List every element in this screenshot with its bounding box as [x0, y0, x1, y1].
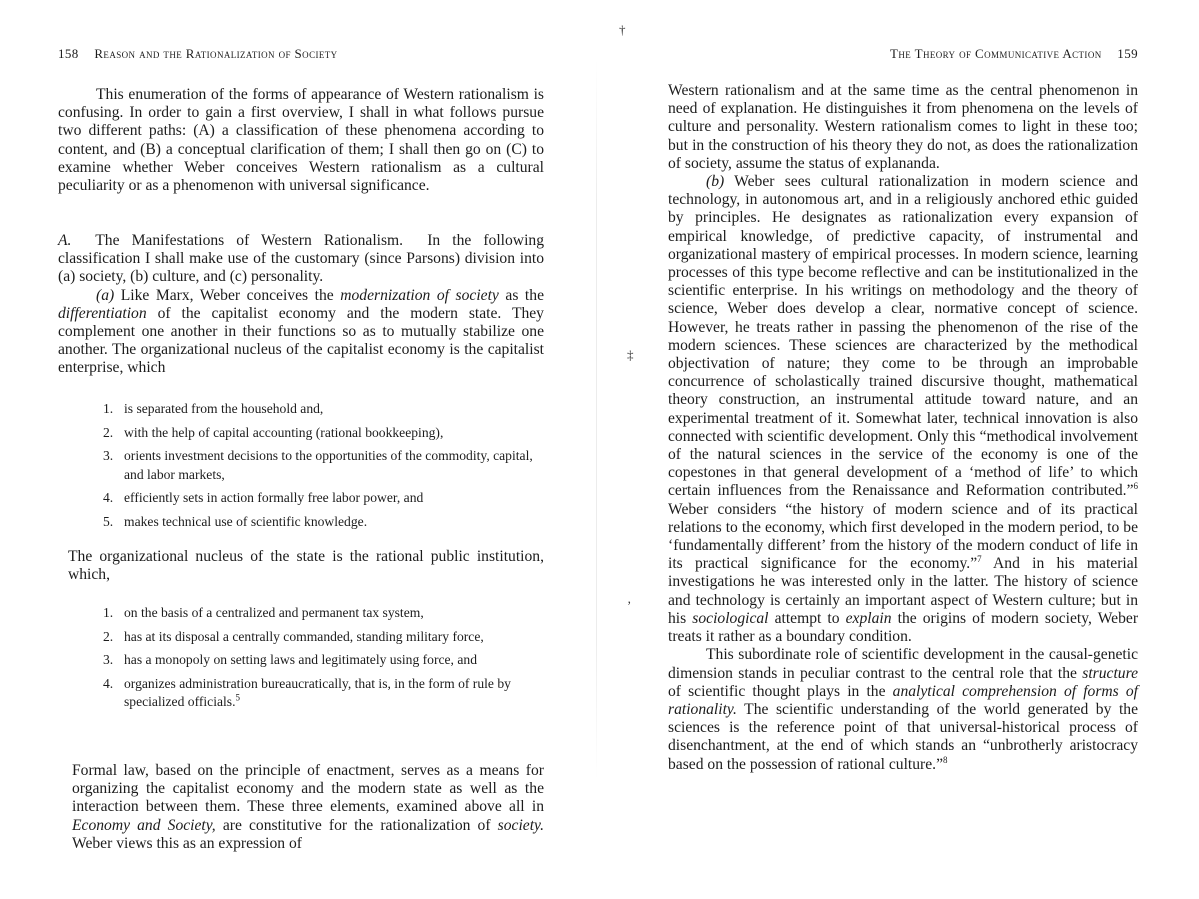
paragraph-overview: This enumeration of the forms of appearance of Western rationalism is confusing. In order to gain a first overview, I shall in what follows pursue two different paths: (A) a classification of these phenomena according to content, and (B) a conceptual clarification of them; I shall then go on (C) to examine whether Weber conceives Western rationalism as a cultural peculiarity or as a phenomenon with universal significance. [58, 86, 544, 195]
footnote-ref: 5 [235, 692, 240, 703]
right-text-block [668, 82, 1138, 774]
gutter-mark-top: † [619, 22, 626, 37]
left-page-number: 158 [58, 46, 79, 61]
paragraph-b-culture [668, 173, 1138, 646]
right-running-title: The Theory of Communicative Action [890, 46, 1102, 61]
list-item [58, 604, 544, 623]
list-number: 4. [103, 490, 114, 506]
text-span: attempt to [774, 609, 840, 627]
enterprise-features-list [58, 400, 544, 532]
marker-a: (a) [96, 286, 115, 304]
list-number: 5. [103, 513, 114, 529]
list-item [58, 651, 544, 670]
list-text: has at its disposal a centrally commanded, standing military force, [124, 628, 484, 644]
text-span: are constitutive for the rationalization of [222, 816, 491, 834]
section-a-text: In the following classification I shall make use of the customary (since Parsons) division into (a) society, (b) culture, and (c) personality. [58, 232, 544, 286]
list-item [58, 424, 544, 443]
state-features-list [58, 604, 544, 712]
text-span: Like Marx, Weber conceives the [120, 286, 334, 304]
list-item [58, 400, 544, 419]
paragraph-state: The organizational nucleus of the state is the rational public institution, which, [68, 548, 544, 584]
emphasis-span: differentiation [58, 304, 147, 322]
paragraph-formal-law [72, 762, 544, 853]
list-item [58, 675, 544, 712]
list-number: 2. [103, 424, 114, 440]
list-text: orients investment decisions to the opportunities of the commodity, capital, and labor markets, [124, 448, 533, 482]
list-number: 1. [103, 605, 114, 620]
list-item [58, 628, 544, 647]
list-text: with the help of capital accounting (rational bookkeeping), [124, 424, 444, 440]
page-gutter [596, 60, 597, 780]
list-number: 3. [103, 448, 114, 464]
left-text-block-1 [58, 86, 544, 195]
emphasis-span: society. [497, 816, 544, 834]
text-span: of scientific thought plays in the [668, 682, 886, 700]
left-text-block-2 [58, 232, 544, 378]
section-a-label: A. [58, 232, 72, 249]
text-span: Weber sees cultural rationalization in modern science and technology, in autonomous art, and in a religiously anchored ethic guided by principles. He designates as rationalization every expansion of empirical knowledge, of predictive capacity, of instrumental and organizational mastery of empirical processes. In modern science, learning processes of this type become reflective and can be institutionalized in the scientific enterprise. In his writings on methodology and the theory of science, Weber does develop a clear, normative concept of science. However, he treats rather in passing the phenomenon of the rise of the modern sciences. These sciences are characterized by the methodical objectivation of nature; they come to be through an improbable concurrence of scholastically trained discursive thought, mathematical theory construction, an instrumental attitude toward nature, and an experimental treatment of it. Somewhat later, technical innovation is also connected with scientific development. Only this “methodical involvement of the natural sciences in the service of the economy is one of the copestones in that general development of a ‘method of life’ to which certain influences from the Renaissance and Reformation contributed.” [668, 173, 1138, 500]
right-page [668, 0, 1138, 899]
left-running-title: Reason and the Rationalization of Society [94, 46, 338, 61]
text-span: of the capitalist economy and the modern state. They complement one another in their functions so as to mutually stabilize one another. The organizational nucleus of the capitalist economy is the capitalist enterprise, which [58, 304, 544, 377]
list-text: makes technical use of scientific knowledge. [124, 513, 368, 529]
text-span: the origins of modern society, Weber treats it rather as a boundary condition. [668, 609, 1139, 646]
list-number: 1. [103, 401, 114, 416]
paragraph-continuation: Western rationalism and at the same time as the central phenomenon in need of explanation. He distinguishes it from phenomena on the levels of culture and personality. Western rationalism comes to light in these too; but in the construction of his theory they do not, as does the rationalization of society, assume the status of explananda. [668, 82, 1138, 172]
text-span: The scientific understanding of the world generated by the sciences is the reference point of that universal-historical process of disenchantment, at the end of which stands an “unbrotherly aristocracy based on the possession of rational culture.” [668, 700, 1138, 773]
text-span: Formal law, based on the principle of enactment, serves as a means for organizing the capitalist economy and the modern state as well as the interaction between them. These three elements, examined above all in [72, 762, 544, 816]
emphasis-span: structure [1082, 664, 1138, 682]
list-text: organizes administration bureaucratically, that is, in the form of rule by specialized officials. [124, 675, 511, 710]
list-text: on the basis of a centralized and permanent tax system, [124, 605, 424, 620]
footnote-ref: 8 [943, 754, 948, 765]
section-a-paragraph [58, 232, 544, 287]
text-span: And in his material investigations he was interested only in the latter. The history of science and technology is certainly an important aspect of Western culture; but in his [668, 555, 1138, 627]
left-text-block-3 [68, 548, 544, 584]
list-item [58, 447, 544, 484]
section-a-heading: The Manifestations of Western Rationalism. [95, 232, 404, 249]
paragraph-a-society [58, 287, 544, 378]
emphasis-span: modernization of society [340, 286, 499, 304]
footnote-ref: 7 [977, 554, 982, 565]
text-span: This subordinate role of scientific development in the causal-genetic dimension stands in peculiar contrast to the central role that the [668, 646, 1138, 682]
right-page-number: 159 [1117, 46, 1138, 61]
gutter-mark-middle: ‡ [627, 347, 634, 362]
list-text: efficiently sets in action formally free labor power, and [124, 490, 424, 506]
emphasis-span: sociological [692, 609, 769, 627]
enterprise-list-block [58, 400, 544, 537]
left-running-header [58, 46, 544, 62]
list-number: 4. [103, 675, 114, 691]
list-item [58, 489, 544, 508]
list-number: 3. [103, 652, 114, 668]
gutter-mark-lower: ’ [627, 598, 632, 613]
text-span: Weber views this as an expression of [72, 834, 302, 852]
footnote-ref: 6 [1133, 481, 1138, 492]
marker-b: (b) [706, 173, 725, 191]
emphasis-span: Economy and Society, [72, 816, 216, 834]
right-running-header [668, 46, 1138, 62]
text-span: as the [505, 286, 544, 304]
state-list-block [58, 604, 544, 717]
left-text-block-4 [72, 762, 544, 853]
emphasis-span: explain [845, 609, 892, 627]
list-item [58, 513, 544, 532]
paragraph-subordinate-role [668, 646, 1138, 773]
text-span: Weber considers “the history of modern science and of its practical relations to the economy, which first developed in the modern period, to be ‘fundamentally different’ from the history of the modern conduct of life in its practical significance for the economy.” [668, 500, 1138, 573]
list-text: has a monopoly on setting laws and legitimately using force, and [124, 652, 477, 668]
emphasis-span: analytical comprehension of forms of rationality. [668, 682, 1138, 718]
list-number: 2. [103, 628, 114, 644]
left-page [58, 0, 544, 899]
list-text: is separated from the household and, [124, 401, 324, 416]
